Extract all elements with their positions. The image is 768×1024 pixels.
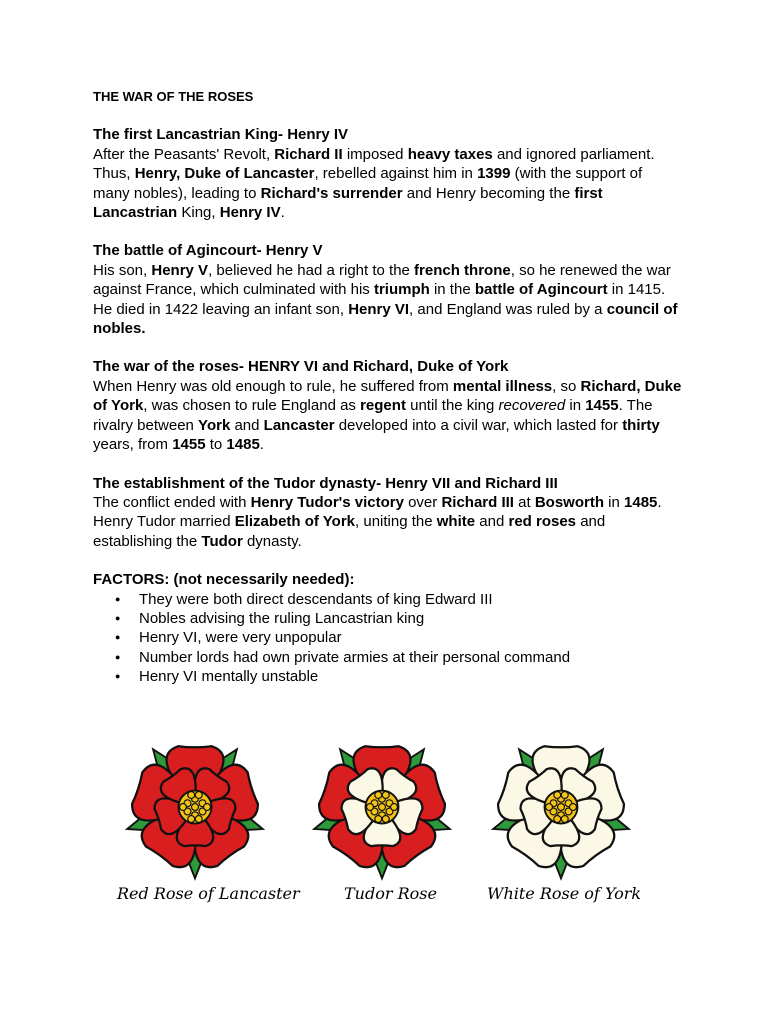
text-run: years, from (93, 436, 173, 454)
bold-text: Richard's surrender (260, 184, 403, 202)
bold-text: Tudor (201, 532, 243, 550)
text-run: at (513, 493, 535, 511)
rose-seed (558, 804, 565, 811)
text-run: King, (177, 204, 220, 222)
text-run: , rebelled against him in (314, 165, 478, 183)
rose-seed (188, 816, 195, 823)
bold-text: 1485 (226, 436, 260, 454)
italic-text: recovered (498, 397, 566, 415)
white-rose-caption: White Rose of York (487, 884, 642, 903)
rose-seed (195, 792, 202, 799)
rose-seed (375, 816, 382, 823)
text-run: His son, (93, 261, 152, 279)
rose-seed (561, 792, 568, 799)
text-run: over (403, 493, 442, 511)
tudor-rose-caption: Tudor Rose (344, 884, 437, 903)
document-body (93, 87, 683, 687)
section-henry-iv (93, 125, 683, 222)
rose-seed (554, 792, 561, 799)
roses-illustration (117, 732, 650, 912)
text-run: , and England was ruled by a (409, 300, 607, 318)
bold-text: council of nobles. (93, 300, 678, 338)
bold-text: Richard, Duke of York (93, 377, 682, 415)
rose-seed (195, 816, 202, 823)
bold-text: Henry, Duke of Lancaster (134, 165, 315, 183)
tudor-rose-image (307, 732, 457, 882)
text-run: , so (552, 377, 581, 395)
section-heading: The war of the roses- HENRY VI and Richard, Duke of York (93, 358, 509, 376)
text-run: and (230, 416, 264, 434)
white-rose-icon (486, 732, 636, 882)
bold-text: Bosworth (534, 493, 604, 511)
text-run: (with the support of many nobles), leading to (93, 165, 643, 202)
bold-text: 1455 (585, 397, 619, 415)
text-run: After the Peasants' Revolt, (93, 145, 275, 163)
section-paragraph (93, 493, 683, 551)
text-run: in (604, 493, 625, 511)
red-rose-image (120, 732, 270, 882)
rose-seed (180, 804, 187, 811)
rose-seed (561, 816, 568, 823)
text-run: and (475, 513, 509, 531)
bold-text: Lancaster (263, 416, 335, 434)
bold-text: battle of Agincourt (474, 281, 608, 299)
bold-text: Elizabeth of York (234, 513, 356, 531)
factors-list (93, 590, 683, 687)
text-run: in 1415. He died in 1422 leaving an infant son, (93, 281, 666, 318)
text-run: The conflict ended with (93, 493, 251, 511)
text-run: and Henry becoming the (402, 184, 575, 202)
text-run: in (565, 397, 586, 415)
page-title: THE WAR OF THE ROSES (93, 89, 254, 104)
text-run: . The rivalry between (93, 397, 653, 434)
bold-text: Richard III (441, 493, 514, 511)
bold-text: 1399 (477, 165, 511, 183)
rose-seed (546, 804, 553, 811)
bold-text: heavy taxes (407, 145, 493, 163)
rose-seed (382, 792, 389, 799)
list-item: ● They were both direct descendants of king Edward III (93, 590, 683, 609)
bold-text: Henry V (151, 261, 209, 279)
bold-text: mental illness (452, 377, 553, 395)
section-heading: The establishment of the Tudor dynasty- Henry VII and Richard III (93, 474, 558, 492)
text-run: When Henry was old enough to rule, he suffered from (93, 377, 453, 395)
bold-text: regent (360, 397, 406, 415)
bold-text: 1485 (624, 493, 658, 511)
text-run: , believed he had a right to the (208, 261, 415, 279)
white-rose-image (486, 732, 636, 882)
text-run: , uniting the (355, 513, 437, 531)
rose-seed (570, 804, 577, 811)
bold-text: first Lancastrian (93, 184, 603, 222)
rose-seed (204, 804, 211, 811)
text-run: . (259, 436, 264, 454)
section-henry-vi (93, 357, 683, 454)
rose-seed (554, 816, 561, 823)
rose-seed (192, 804, 199, 811)
bold-text: french throne (414, 261, 511, 279)
section-paragraph (93, 145, 683, 223)
text-run: , so he renewed the war against France, which culminated with his (93, 261, 671, 299)
text-run: dynasty. (242, 532, 302, 550)
section-heading: The first Lancastrian King- Henry IV (93, 126, 349, 144)
text-run: and establishing the (93, 513, 606, 550)
section-henry-v (93, 241, 683, 338)
bold-text: Henry VI (348, 300, 410, 318)
red-rose-icon (120, 732, 270, 882)
text-run: and ignored parliament. Thus, (93, 145, 655, 183)
bold-text: thirty (622, 416, 660, 434)
list-item: ● Nobles advising the ruling Lancastrian king (93, 609, 683, 628)
rose-seed (379, 804, 386, 811)
section-heading: The battle of Agincourt- Henry V (93, 242, 323, 260)
text-run: . Henry Tudor married (93, 493, 662, 531)
text-run: developed into a civil war, which lasted for (334, 416, 623, 434)
rose-seed (188, 792, 195, 799)
text-run: to (205, 436, 227, 454)
rose-seed (375, 792, 382, 799)
bold-text: York (198, 416, 231, 434)
bold-text: white (436, 513, 476, 531)
section-paragraph (93, 377, 683, 455)
text-run: in the (429, 281, 475, 299)
bold-text: triumph (373, 281, 430, 299)
text-run: , was chosen to rule England as (143, 397, 361, 415)
list-item: ● Henry VI mentally unstable (93, 667, 683, 686)
text-run: until the king (405, 397, 499, 415)
rose-seed (367, 804, 374, 811)
factors-title: FACTORS: (not necessarily needed): (93, 571, 355, 589)
text-run: . (280, 204, 285, 222)
tudor-rose-icon (307, 732, 457, 882)
section-tudor-dynasty (93, 474, 683, 552)
bold-text: Richard II (274, 145, 343, 163)
rose-seed (391, 804, 398, 811)
bold-text: Henry IV (219, 204, 281, 222)
red-rose-caption: Red Rose of Lancaster (117, 884, 300, 903)
text-run: imposed (342, 145, 408, 163)
rose-seed (382, 816, 389, 823)
section-paragraph (93, 261, 683, 339)
bold-text: red roses (508, 513, 577, 531)
bold-text: Henry Tudor's victory (250, 493, 404, 511)
bold-text: 1455 (172, 436, 206, 454)
list-item: ● Henry VI, were very unpopular (93, 628, 683, 647)
list-item: ● Number lords had own private armies at their personal command (93, 648, 683, 667)
